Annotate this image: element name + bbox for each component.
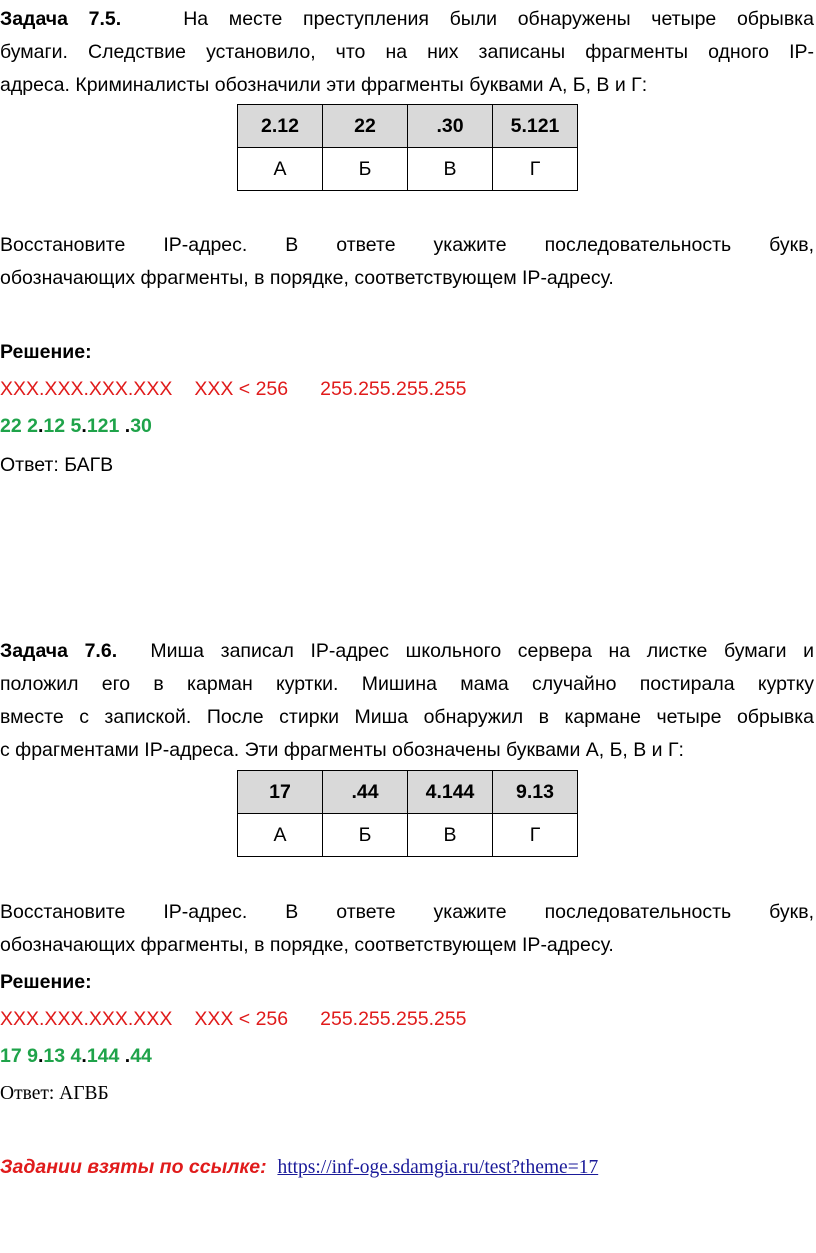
task2-letter-b: Б: [323, 814, 408, 857]
task2-solution-template: XXX.XXX.XXX.XXX XXX < 256 255.255.255.255: [0, 1008, 467, 1030]
task2-title: Задача 7.6.: [0, 640, 118, 662]
source-link[interactable]: https://inf-oge.sdamgia.ru/test?theme=17: [277, 1157, 599, 1178]
task2-line3: вместе с запиской. После стирки Миша обнаружил в кармане четыре обрывка: [0, 706, 814, 728]
task1-answer: Ответ: БАГВ: [0, 454, 114, 476]
task1-line1: Задача 7.5. На месте преступления были обнаружены четыре обрывка: [0, 8, 814, 30]
task2-fragment-d: 9.13: [493, 771, 578, 814]
task1-fragment-d: 5.121: [493, 105, 578, 148]
task1-line3: адреса. Криминалисты обозначили эти фрагменты буквами А, Б, В и Г:: [0, 74, 648, 96]
task1-title: Задача 7.5.: [0, 8, 122, 30]
source-label: Задании взяты по ссылке:: [0, 1156, 267, 1178]
task1-question-line2: обозначающих фрагменты, в порядке, соответствующем IP-адресу.: [0, 267, 614, 289]
task2-solution-order: 17 9.13 4.144 .44: [0, 1045, 152, 1067]
task1-fragment-a: 2.12: [238, 105, 323, 148]
task2-fragment-a: 17: [238, 771, 323, 814]
task2-letter-d: Г: [493, 814, 578, 857]
task2-fragments-table: [237, 770, 578, 857]
task2-line4: с фрагментами IP-адреса. Эти фрагменты обозначены буквами А, Б, В и Г:: [0, 739, 684, 761]
task2-line2: положил его в карман куртки. Мишина мама случайно постирала куртку: [0, 673, 814, 695]
task1-fragments-table: [237, 104, 578, 191]
task1-solution-order: 22 2.12 5.121 .30: [0, 415, 152, 437]
task2-solution-label: Решение:: [0, 971, 92, 993]
task1-solution-template: XXX.XXX.XXX.XXX XXX < 256 255.255.255.255: [0, 378, 467, 400]
task1-letter-d: Г: [493, 148, 578, 191]
task1-letter-b: Б: [323, 148, 408, 191]
task1-fragment-c: .30: [408, 105, 493, 148]
task2-answer: Ответ: АГВБ: [0, 1083, 109, 1104]
task1-letter-a: А: [238, 148, 323, 191]
task2-fragment-b: .44: [323, 771, 408, 814]
source-line: [0, 1151, 814, 1184]
task2-question-line1: Восстановите IP-адрес. В ответе укажите последовательность букв,: [0, 901, 814, 923]
task1-line2: бумаги. Следствие установило, что на них записаны фрагменты одного IP-: [0, 41, 814, 63]
task2-line1: Задача 7.6. Миша записал IP-адрес школьного сервера на листке бумаги и: [0, 640, 814, 662]
task2-letter-c: В: [408, 814, 493, 857]
task2-letter-a: А: [238, 814, 323, 857]
task1-solution-label: Решение:: [0, 341, 92, 363]
task2-question-line2: обозначающих фрагменты, в порядке, соответствующем IP-адресу.: [0, 934, 614, 956]
task2-fragment-c: 4.144: [408, 771, 493, 814]
task1-letter-c: В: [408, 148, 493, 191]
task1-question-line1: Восстановите IP-адрес. В ответе укажите последовательность букв,: [0, 234, 814, 256]
task1-fragment-b: 22: [323, 105, 408, 148]
